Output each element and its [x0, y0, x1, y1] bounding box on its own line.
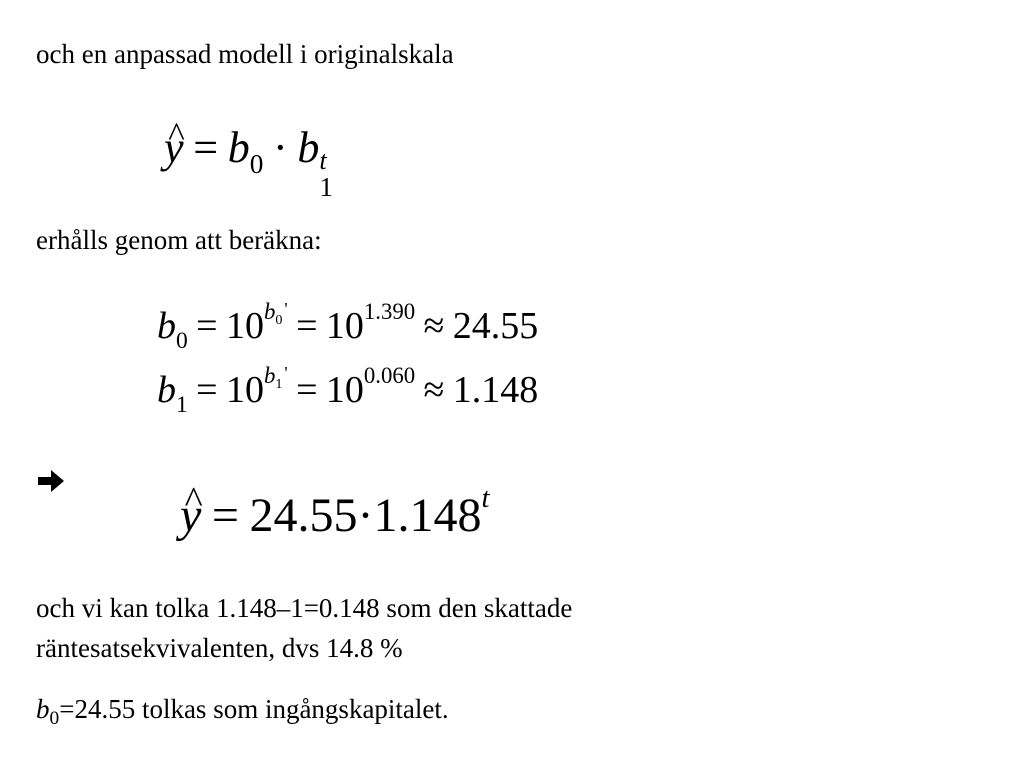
b1-sub: 1	[319, 171, 333, 202]
b0-equation: $b_0 = 10^{b_0'} = 10^{1.390} \approx 24.55$	[157, 298, 539, 354]
b1-lhs-sub: 1	[176, 391, 188, 418]
b1-result: 1.148	[452, 369, 539, 411]
approx-sign: ≈	[423, 305, 445, 347]
b1-exp2: 0.060	[363, 363, 416, 389]
model-equation	[164, 122, 339, 202]
b1-lhs-var: b	[157, 369, 176, 411]
final-y-hat: ^ y	[180, 488, 201, 544]
final-a: 24.55	[249, 489, 358, 542]
b1-exp: b1'	[263, 362, 288, 393]
final-equation	[180, 482, 490, 550]
equals-sign: =	[193, 123, 219, 172]
approx-sign: ≈	[423, 369, 445, 411]
b0-note-sub: 0	[49, 707, 60, 729]
b0-exp2: 1.390	[363, 299, 416, 325]
y-hat: ^ y	[164, 122, 184, 174]
b0-lhs-var: b	[157, 305, 176, 347]
b0-note	[36, 691, 449, 731]
b0-sub: 0	[249, 149, 264, 180]
b0-result: 24.55	[452, 305, 539, 347]
b0-exp: b0'	[263, 298, 288, 329]
interpretation-line-1: och vi kan tolka 1.148–1=0.148 som den skattade	[36, 593, 573, 623]
b0-var: b	[227, 123, 250, 172]
b1-base2: 10	[325, 369, 364, 411]
exp-t: t	[319, 145, 327, 176]
right-arrow-icon	[36, 468, 66, 494]
b0-note-text: =24.55 tolkas som ingångskapitalet.	[59, 694, 449, 724]
b1-equation: $b_1 = 10^{b_1'} = 10^{0.060} \approx 1.148$	[157, 362, 539, 418]
final-dot: ·	[357, 489, 374, 542]
b0-lhs-sub: 0	[176, 327, 188, 354]
interpretation-line-2: räntesatsekvivalenten, dvs 14.8 %	[36, 633, 403, 663]
b0-note-var: b	[36, 694, 50, 724]
b0-base2: 10	[325, 305, 364, 347]
dot-operator: ·	[273, 123, 288, 172]
compute-text: erhålls genom att beräkna:	[36, 225, 322, 255]
final-b: 1.148	[373, 489, 482, 542]
b0-base: 10	[225, 305, 264, 347]
final-exp: t	[481, 482, 490, 515]
intro-text: och en anpassad modell i originalskala	[36, 39, 454, 69]
b1-base: 10	[225, 369, 264, 411]
b1-var: b	[297, 123, 320, 172]
final-equals: =	[211, 489, 239, 542]
